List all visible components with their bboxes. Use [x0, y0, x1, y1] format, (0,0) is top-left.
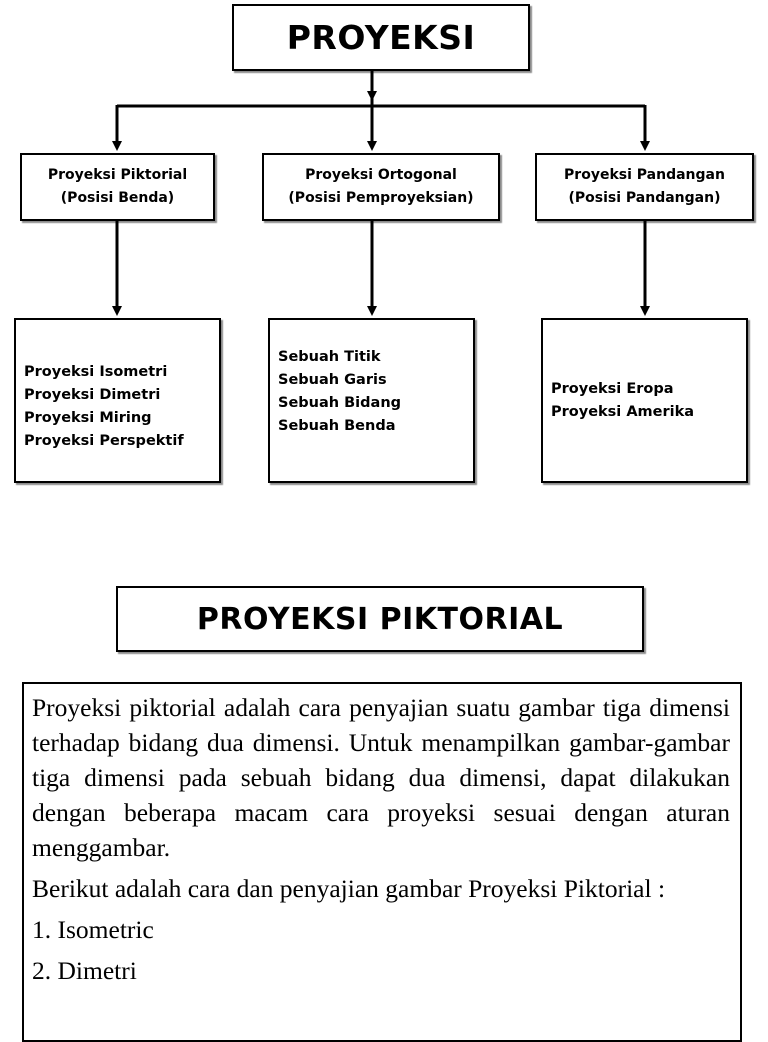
list-item: Proyeksi Dimetri [24, 386, 161, 403]
list-item: Proyeksi Perspektif [24, 432, 184, 449]
leaf-piktorial-list [14, 318, 221, 483]
root-title: PROYEKSI [286, 18, 476, 57]
list-item: Sebuah Benda [278, 418, 396, 434]
list-item: Proyeksi Miring [24, 409, 152, 426]
list-item: Sebuah Garis [278, 372, 387, 388]
node-title: Proyeksi Ortogonal [305, 167, 457, 183]
leaf-ortogonal-list [268, 318, 475, 483]
list-item: 2. Dimetri [32, 956, 137, 985]
list-item: Proyeksi Amerika [551, 403, 695, 420]
section-title-text: PROYEKSI PIKTORIAL [196, 601, 564, 637]
list-item: Proyeksi Isometri [24, 363, 168, 380]
list-item: Sebuah Titik [278, 349, 381, 365]
paragraph-definition: Proyeksi piktorial adalah cara penyajian suatu gambar tiga dimensi terhadap bidang dua dimensi. Untuk menampilkan gambar-gambar tiga dimensi pada sebuah bidang dua dimensi, dapat dilakukan dengan beberapa macam cara proyeksi sesuai dengan aturan menggambar. [32, 693, 730, 862]
list-item: Proyeksi Eropa [551, 380, 674, 397]
node-subtitle: (Posisi Pemproyeksian) [288, 190, 474, 206]
section-title [116, 586, 644, 652]
leaf-pandangan-list [541, 318, 748, 483]
node-proyeksi-ortogonal [262, 153, 500, 221]
node-subtitle: (Posisi Pandangan) [568, 190, 721, 206]
node-proyeksi-piktorial [20, 153, 215, 221]
description-box [22, 682, 742, 1042]
root-node [232, 4, 530, 71]
list-item: Sebuah Bidang [278, 395, 402, 411]
node-title: Proyeksi Piktorial [47, 167, 188, 183]
node-proyeksi-pandangan [535, 153, 754, 221]
paragraph-intro: Berikut adalah cara dan penyajian gambar Proyeksi Piktorial : [32, 874, 666, 903]
list-item: 1. Isometric [32, 915, 154, 944]
node-title: Proyeksi Pandangan [564, 167, 725, 183]
node-subtitle: (Posisi Benda) [60, 190, 175, 206]
